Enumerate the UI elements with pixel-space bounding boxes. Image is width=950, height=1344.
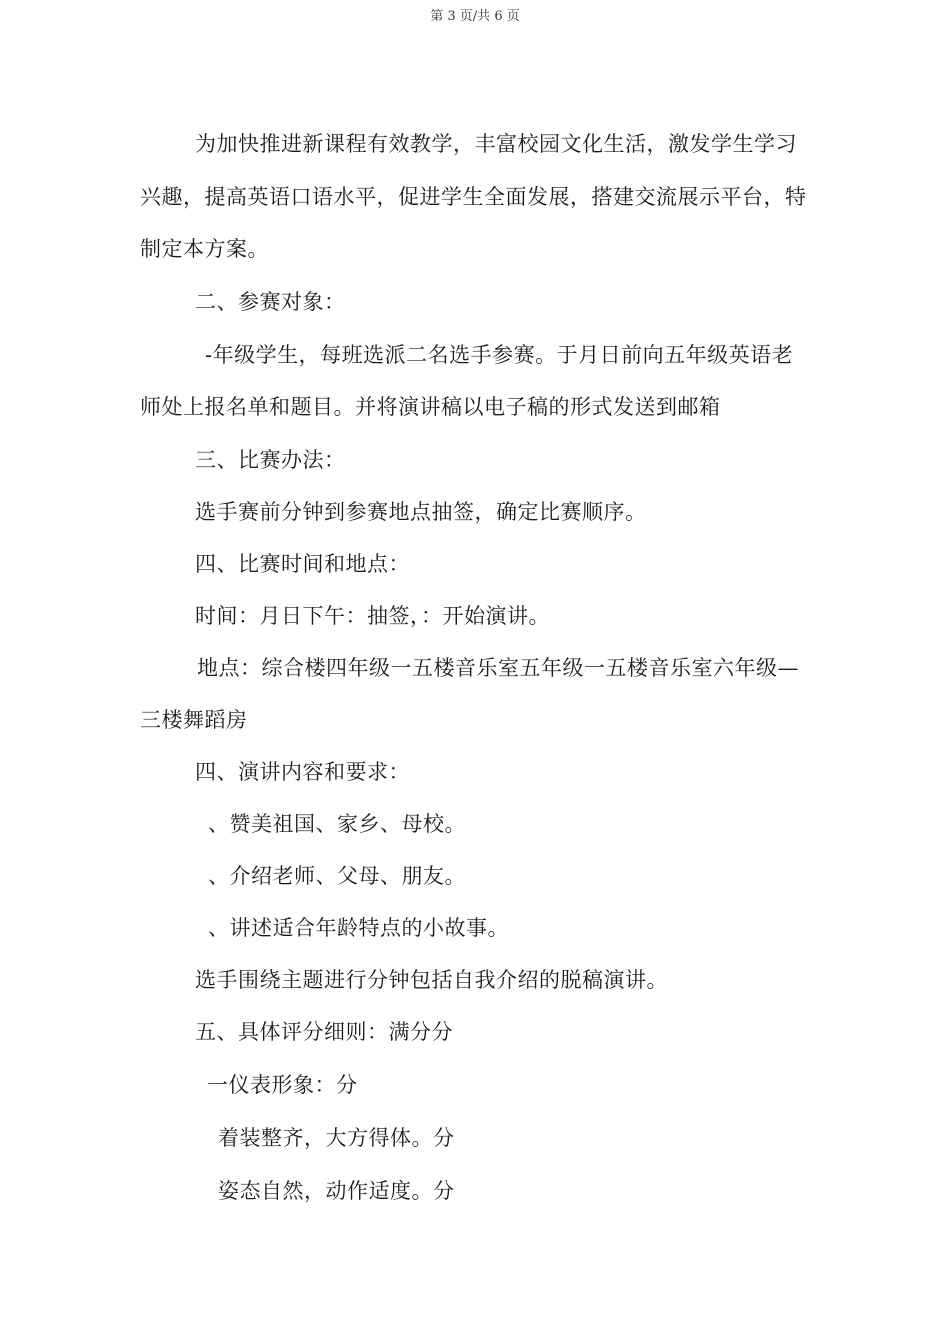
- section-heading: 五、具体评分细则：满分分: [195, 1020, 453, 1044]
- paragraph-line: 地点：综合楼四年级一五楼音乐室五年级一五楼音乐室六年级—: [197, 656, 799, 680]
- paragraph-line: 时间：月日下午：抽签，：开始演讲。: [195, 604, 550, 628]
- paragraph-line: -年级学生，每班选派二名选手参赛。于月日前向五年级英语老: [205, 343, 794, 367]
- page-indicator: 第 3 页/共 6 页: [430, 9, 520, 24]
- list-item: 、讲述适合年龄特点的小故事。: [208, 916, 509, 940]
- section-heading: 四、比赛时间和地点：: [195, 552, 410, 576]
- section-heading: 四、演讲内容和要求：: [195, 760, 410, 784]
- paragraph-line: 选手围绕主题进行分钟包括自我介绍的脱稿演讲。: [195, 968, 668, 992]
- paragraph-line: 兴趣，提高英语口语水平，促进学生全面发展，搭建交流展示平台，特: [140, 185, 807, 209]
- criteria-item: 着装整齐，大方得体。分: [218, 1126, 455, 1150]
- section-heading: 三、比赛办法：: [195, 448, 346, 472]
- list-item: 、赞美祖国、家乡、母校。: [208, 812, 466, 836]
- section-heading: 二、参赛对象：: [195, 290, 346, 314]
- paragraph-line: 选手赛前分钟到参赛地点抽签，确定比赛顺序。: [195, 500, 647, 524]
- paragraph-line: 师处上报名单和题目。并将演讲稿以电子稿的形式发送到邮箱: [140, 395, 721, 419]
- criteria-item: 姿态自然，动作适度。分: [218, 1179, 455, 1203]
- paragraph-line: 制定本方案。: [140, 237, 269, 261]
- paragraph-line: 三楼舞蹈房: [140, 708, 248, 732]
- paragraph-line: 为加快推进新课程有效教学，丰富校园文化生活，激发学生学习: [195, 132, 797, 156]
- sub-heading: 一仪表形象：分: [207, 1073, 358, 1097]
- list-item: 、介绍老师、父母、朋友。: [208, 864, 466, 888]
